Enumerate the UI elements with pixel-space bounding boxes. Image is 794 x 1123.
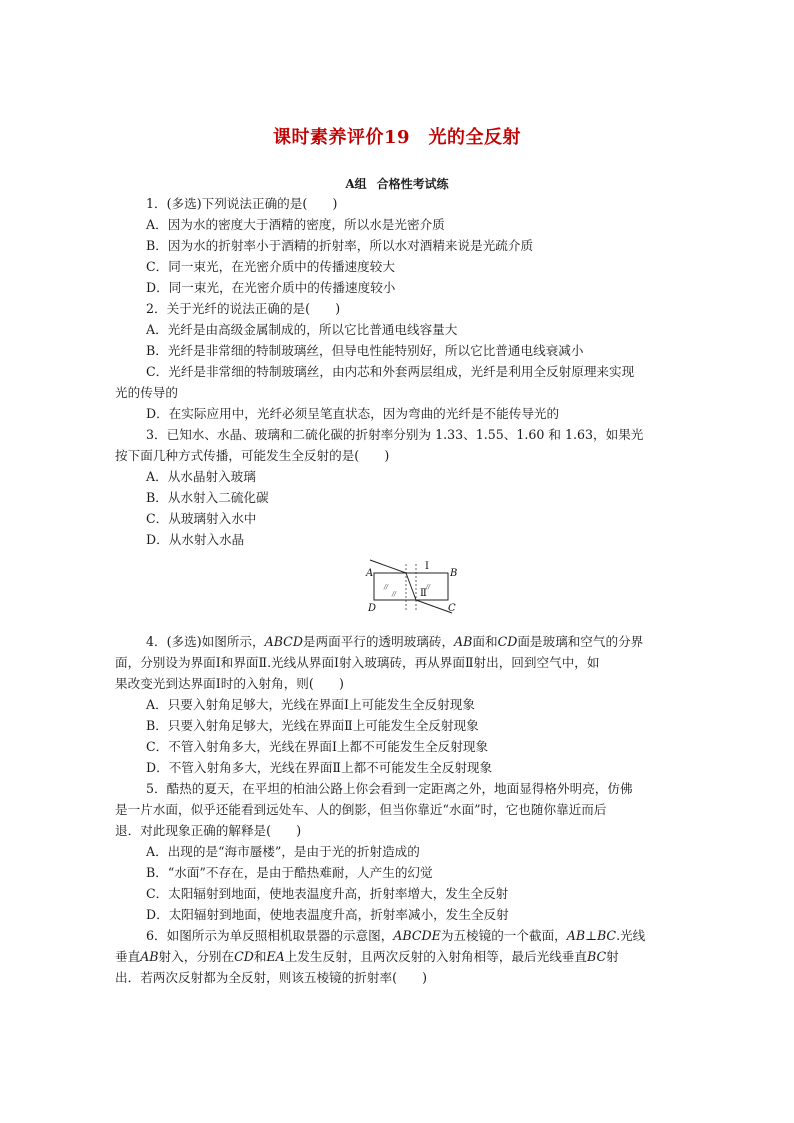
q3-stem-continued: 按下面几种方式传播，可能发生全反射的是( ) <box>115 448 390 463</box>
q6-stem-line-3: 出．若两次反射都为全反射，则该五棱镜的折射率( ) <box>115 970 428 985</box>
q5-option-c: C．太阳辐射到地面，使地表温度升高，折射率增大，发生全反射 <box>146 886 509 901</box>
section-group: A组 <box>345 177 367 191</box>
q5-stem-line-3: 退．对此现象正确的解释是( ) <box>115 823 302 838</box>
q1-stem: 1．(多选)下列说法正确的是( ) <box>146 196 338 211</box>
label-a: A <box>366 568 374 579</box>
q5-stem: 5．酷热的夏天，在平坦的柏油公路上你会看到一定距离之外，地面显得格外明亮，仿佛 <box>146 781 633 796</box>
label-d: D <box>368 603 377 614</box>
emergent-ray <box>416 600 452 613</box>
hatch-mark: // <box>426 584 431 591</box>
q1-option-d: D．同一束光，在光密介质中的传播速度较小 <box>146 280 396 295</box>
q2-option-d: D．在实际应用中，光纤必须呈笔直状态，因为弯曲的光纤是不能传导光的 <box>146 406 560 421</box>
q2-option-c: C．光纤是非常细的特制玻璃丝，由内芯和外套两层组成，光纤是利用全反射原理来实现 <box>146 364 635 379</box>
section-name: 合格性考试练 <box>376 177 449 191</box>
q4-option-c: C．不管入射角多大，光线在界面Ⅰ上都不可能发生全反射现象 <box>146 739 489 754</box>
q4-stem-line-2: 面，分别设为界面Ⅰ和界面Ⅱ.光线从界面Ⅰ射入玻璃砖，再从界面Ⅱ射出，回到空气中，如 <box>115 655 600 670</box>
hatch-mark: // <box>384 584 389 591</box>
q4-stem: 4．(多选)如图所示，ABCD是两面平行的透明玻璃砖，AB面和CD面是玻璃和空气的分界 <box>146 634 644 649</box>
q1-option-c: C．同一束光，在光密介质中的传播速度较大 <box>146 259 395 274</box>
label-c: C <box>448 603 456 614</box>
q1-option-a: A．因为水的密度大于酒精的密度，所以水是光密介质 <box>146 217 445 232</box>
q5-option-a: A．出现的是“海市蜃楼”，是由于光的折射造成的 <box>146 844 420 859</box>
q4-stem-line-3: 果改变光到达界面Ⅰ时的入射角，则( ) <box>115 676 344 691</box>
q3-option-d: D．从水射入水晶 <box>146 532 245 547</box>
q2-option-b: B．光纤是非常细的特制玻璃丝，但导电性能特别好，所以它比普通电线衰减小 <box>146 343 584 358</box>
q3-option-b: B．从水射入二硫化碳 <box>146 490 269 505</box>
q3-option-a: A．从水晶射入玻璃 <box>146 469 256 484</box>
page-title: 课时素养评价19 光的全反射 <box>272 127 522 148</box>
q2-option-a: A．光纤是由高级金属制成的，所以它比普通电线容量大 <box>146 322 458 337</box>
q2-option-c-continued: 光的传导的 <box>115 385 178 400</box>
q1-option-b: B．因为水的折射率小于酒精的折射率，所以水对酒精来说是光疏介质 <box>146 238 534 253</box>
q5-option-b: B．“水面”不存在，是由于酷热难耐，人产生的幻觉 <box>146 865 433 880</box>
glass-block-figure <box>362 556 462 618</box>
q3-option-c: C．从玻璃射入水中 <box>146 511 257 526</box>
label-interface-1: Ⅰ <box>425 561 429 572</box>
label-b: B <box>450 568 458 579</box>
hatch-mark: // <box>392 591 397 598</box>
q6-stem-line-2: 垂直AB射入，分别在CD和EA上发生反射，且两次反射的入射角相等，最后光线垂直BC射 <box>115 949 619 964</box>
q5-option-d: D．太阳辐射到地面，使地表温度升高，折射率减小，发生全反射 <box>146 907 509 922</box>
q4-option-d: D．不管入射角多大，光线在界面Ⅱ上都不可能发生全反射现象 <box>146 760 493 775</box>
q6-stem: 6．如图所示为单反照相机取景器的示意图，ABCDE为五棱镜的一个截面，AB⊥BC.光线 <box>146 928 646 943</box>
label-interface-2: Ⅱ <box>420 588 427 599</box>
q2-stem: 2．关于光纤的说法正确的是( ) <box>146 301 341 316</box>
q3-stem: 3．已知水、水晶、玻璃和二硫化碳的折射率分别为 1.33、1.55、1.60 和 1.63，如果光 <box>146 427 644 442</box>
incident-ray <box>370 560 406 573</box>
section-heading <box>0 175 794 192</box>
q4-option-b: B．只要入射角足够大，光线在界面Ⅱ上可能发生全反射现象 <box>146 718 479 733</box>
refracted-ray <box>406 573 416 600</box>
q5-stem-line-2: 是一片水面，似乎还能看到远处车、人的倒影，但当你靠近“水面”时，它也随你靠近而后 <box>115 802 607 817</box>
q4-option-a: A．只要入射角足够大，光线在界面Ⅰ上可能发生全反射现象 <box>146 697 475 712</box>
